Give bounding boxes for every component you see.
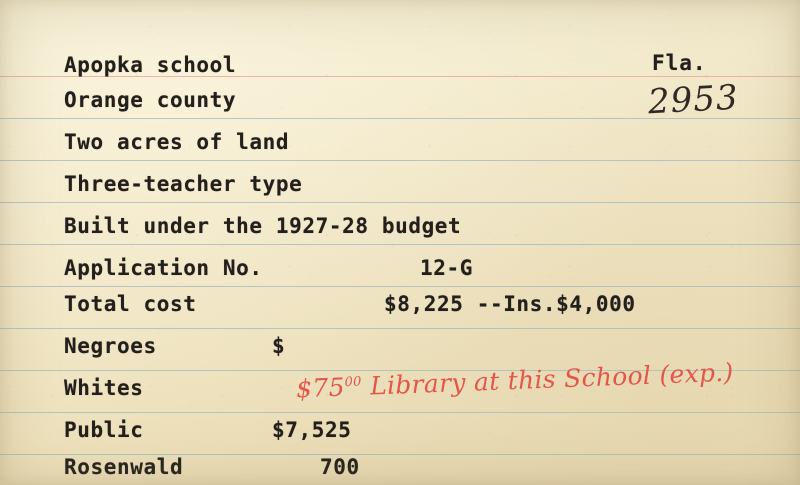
field-label-negroes: Negroes bbox=[64, 334, 157, 358]
field-value-total-cost: $8,225 --Ins.$4,000 bbox=[384, 292, 636, 316]
field-label-application-no: Application No. bbox=[64, 256, 263, 280]
field-label-total-cost: Total cost bbox=[64, 292, 197, 316]
annotation-rest: Library at this School (exp.) bbox=[361, 357, 735, 401]
handwritten-accession-number: 2953 bbox=[647, 77, 740, 123]
field-value-negroes: $ bbox=[272, 334, 286, 358]
field-label-teacher-type: Three-teacher type bbox=[64, 172, 303, 196]
field-label-budget-year: Built under the 1927-28 budget bbox=[64, 214, 462, 238]
field-value-application-no: 12-G bbox=[420, 256, 473, 280]
field-value-public: $7,525 bbox=[272, 418, 352, 442]
field-label-public: Public bbox=[64, 418, 144, 442]
field-label-rosenwald: Rosenwald bbox=[64, 455, 184, 479]
annotation-amount: $75 bbox=[295, 372, 346, 404]
field-value-rosenwald: 700 bbox=[320, 455, 360, 479]
field-label-school-name: Apopka school bbox=[64, 53, 237, 77]
field-label-county: Orange county bbox=[64, 88, 237, 112]
field-label-whites: Whites bbox=[64, 376, 144, 400]
state-abbreviation: Fla. bbox=[652, 51, 707, 75]
field-label-acreage: Two acres of land bbox=[64, 130, 290, 154]
annotation-superscript: 00 bbox=[344, 374, 363, 391]
